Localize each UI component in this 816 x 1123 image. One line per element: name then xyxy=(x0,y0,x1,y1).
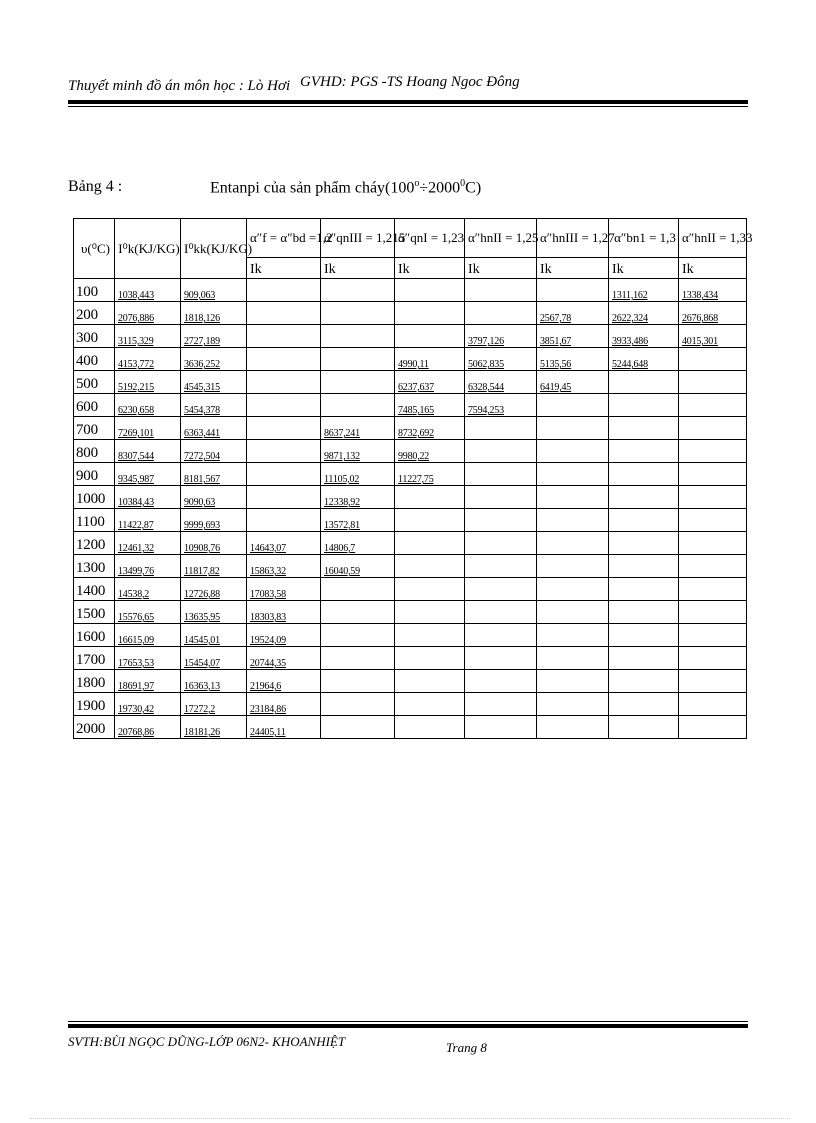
header-alpha-f: α″f = α″bd =1,2 xyxy=(247,219,321,258)
value-cell: 10908,76 xyxy=(181,532,247,555)
value-cell: 7269,101 xyxy=(115,417,181,440)
table-header-row xyxy=(74,219,747,258)
value-cell: 2676,868 xyxy=(679,302,747,325)
student-info: SVTH:BÙI NGỌC DŨNG-LỚP 06N2- KHOANHIỆT xyxy=(68,1034,346,1049)
subheader-ik: Ik xyxy=(321,258,395,279)
value-cell: 8181,567 xyxy=(181,463,247,486)
subheader-ik: Ik xyxy=(609,258,679,279)
value-cell: 21964,6 xyxy=(247,670,321,693)
value-cell xyxy=(537,394,609,417)
value-cell xyxy=(537,601,609,624)
value-cell: 3636,252 xyxy=(181,348,247,371)
value-cell xyxy=(465,716,537,739)
value-cell: 5135,56 xyxy=(537,348,609,371)
value-cell xyxy=(609,371,679,394)
value-cell: 14806,7 xyxy=(321,532,395,555)
footer-rule-thin xyxy=(68,1021,748,1022)
value-cell: 2567,78 xyxy=(537,302,609,325)
value-cell xyxy=(465,302,537,325)
value-cell xyxy=(395,325,465,348)
subheader-ik: Ik xyxy=(247,258,321,279)
value-cell xyxy=(679,348,747,371)
value-cell xyxy=(321,578,395,601)
temperature-cell: 100 xyxy=(74,279,115,302)
value-cell xyxy=(609,716,679,739)
temperature-cell: 1900 xyxy=(74,693,115,716)
value-cell xyxy=(395,532,465,555)
value-cell xyxy=(609,555,679,578)
temperature-cell: 500 xyxy=(74,371,115,394)
table-row xyxy=(74,486,747,509)
value-cell: 11105,02 xyxy=(321,463,395,486)
value-cell xyxy=(537,532,609,555)
table-row xyxy=(74,463,747,486)
temperature-cell: 900 xyxy=(74,463,115,486)
value-cell xyxy=(609,440,679,463)
value-cell: 5454,378 xyxy=(181,394,247,417)
value-cell xyxy=(247,394,321,417)
enthalpy-table xyxy=(73,218,753,739)
table-row xyxy=(74,578,747,601)
header-alpha-last: α″hnII = 1,33 xyxy=(679,219,747,258)
value-cell: 4545,315 xyxy=(181,371,247,394)
value-cell xyxy=(247,279,321,302)
value-cell: 14643,07 xyxy=(247,532,321,555)
table-row xyxy=(74,532,747,555)
temperature-cell: 1000 xyxy=(74,486,115,509)
value-cell xyxy=(609,647,679,670)
value-cell xyxy=(465,486,537,509)
value-cell xyxy=(679,440,747,463)
table-row xyxy=(74,716,747,739)
header-alpha-hnIII: α″hnIII = 1,27 xyxy=(537,219,609,258)
value-cell xyxy=(395,555,465,578)
value-cell xyxy=(395,693,465,716)
value-cell xyxy=(609,578,679,601)
value-cell xyxy=(395,601,465,624)
value-cell: 1311,162 xyxy=(609,279,679,302)
value-cell xyxy=(537,486,609,509)
value-cell xyxy=(609,532,679,555)
value-cell: 13499,76 xyxy=(115,555,181,578)
table-row xyxy=(74,440,747,463)
value-cell xyxy=(395,716,465,739)
value-cell: 3933,486 xyxy=(609,325,679,348)
value-cell: 24405,11 xyxy=(247,716,321,739)
value-cell: 11422,87 xyxy=(115,509,181,532)
value-cell: 7272,504 xyxy=(181,440,247,463)
value-cell xyxy=(537,463,609,486)
value-cell xyxy=(465,647,537,670)
value-cell xyxy=(321,394,395,417)
value-cell: 13635,95 xyxy=(181,601,247,624)
value-cell: 8307,544 xyxy=(115,440,181,463)
value-cell xyxy=(679,670,747,693)
value-cell xyxy=(465,578,537,601)
value-cell: 23184,86 xyxy=(247,693,321,716)
value-cell: 6230,658 xyxy=(115,394,181,417)
value-cell xyxy=(465,532,537,555)
value-cell: 14545,01 xyxy=(181,624,247,647)
value-cell: 18181,26 xyxy=(181,716,247,739)
table-row xyxy=(74,624,747,647)
value-cell xyxy=(609,463,679,486)
value-cell: 6419,45 xyxy=(537,371,609,394)
value-cell xyxy=(609,486,679,509)
value-cell xyxy=(537,417,609,440)
value-cell xyxy=(609,670,679,693)
value-cell: 11817,82 xyxy=(181,555,247,578)
value-cell xyxy=(609,601,679,624)
value-cell xyxy=(395,486,465,509)
value-cell: 18303,83 xyxy=(247,601,321,624)
value-cell: 15454,07 xyxy=(181,647,247,670)
value-cell: 17653,53 xyxy=(115,647,181,670)
value-cell xyxy=(247,417,321,440)
table-number: Bảng 4 : xyxy=(68,178,123,195)
header-alpha-qnIII: α″qnIII = 1,215 xyxy=(321,219,395,258)
value-cell: 7594,253 xyxy=(465,394,537,417)
header-ik0: I⁰k(KJ/KG) xyxy=(115,219,181,279)
temperature-cell: 200 xyxy=(74,302,115,325)
table-row xyxy=(74,279,747,302)
value-cell xyxy=(465,463,537,486)
value-cell: 20744,35 xyxy=(247,647,321,670)
value-cell xyxy=(679,463,747,486)
temperature-cell: 800 xyxy=(74,440,115,463)
temperature-cell: 1200 xyxy=(74,532,115,555)
temperature-cell: 1800 xyxy=(74,670,115,693)
value-cell xyxy=(609,417,679,440)
subheader-ik: Ik xyxy=(537,258,609,279)
temperature-cell: 300 xyxy=(74,325,115,348)
value-cell xyxy=(537,440,609,463)
value-cell: 19730,42 xyxy=(115,693,181,716)
table-row xyxy=(74,394,747,417)
value-cell xyxy=(247,325,321,348)
value-cell: 2076,886 xyxy=(115,302,181,325)
value-cell xyxy=(321,647,395,670)
value-cell xyxy=(465,555,537,578)
value-cell xyxy=(679,417,747,440)
value-cell xyxy=(321,716,395,739)
value-cell xyxy=(537,578,609,601)
page-edge xyxy=(30,1118,790,1119)
value-cell xyxy=(321,624,395,647)
temperature-cell: 2000 xyxy=(74,716,115,739)
value-cell: 909,063 xyxy=(181,279,247,302)
advisor-name: GVHD: PGS -TS Hoang Ngoc Đông xyxy=(300,74,520,90)
page-number: Trang 8 xyxy=(446,1040,487,1055)
table-row xyxy=(74,417,747,440)
value-cell: 6237,637 xyxy=(395,371,465,394)
value-cell: 8732,692 xyxy=(395,417,465,440)
value-cell: 6363,441 xyxy=(181,417,247,440)
temperature-cell: 1100 xyxy=(74,509,115,532)
value-cell: 15576,65 xyxy=(115,601,181,624)
header-ikk0: I⁰kk(KJ/KG) xyxy=(181,219,247,279)
value-cell: 16615,09 xyxy=(115,624,181,647)
value-cell xyxy=(609,509,679,532)
value-cell xyxy=(321,670,395,693)
value-cell xyxy=(679,555,747,578)
value-cell xyxy=(247,486,321,509)
value-cell: 10384,43 xyxy=(115,486,181,509)
table-row xyxy=(74,693,747,716)
value-cell: 1818,126 xyxy=(181,302,247,325)
value-cell: 9980,22 xyxy=(395,440,465,463)
value-cell xyxy=(679,578,747,601)
value-cell xyxy=(679,394,747,417)
value-cell xyxy=(465,417,537,440)
value-cell: 12338,92 xyxy=(321,486,395,509)
value-cell: 17272,2 xyxy=(181,693,247,716)
value-cell: 3851,67 xyxy=(537,325,609,348)
value-cell xyxy=(247,463,321,486)
value-cell: 2622,324 xyxy=(609,302,679,325)
value-cell: 2727,189 xyxy=(181,325,247,348)
value-cell xyxy=(247,440,321,463)
page-header xyxy=(68,74,748,100)
value-cell: 3115,329 xyxy=(115,325,181,348)
value-cell xyxy=(537,647,609,670)
footer-rule-thick xyxy=(68,1024,748,1028)
value-cell: 3797,126 xyxy=(465,325,537,348)
value-cell xyxy=(465,624,537,647)
value-cell xyxy=(679,624,747,647)
value-cell xyxy=(465,693,537,716)
header-rule-thick xyxy=(68,100,748,104)
value-cell xyxy=(247,348,321,371)
value-cell xyxy=(679,601,747,624)
table-title: Entanpi của sản phẩm $cháy(100^o\div 2000^0C)$ xyxy=(210,178,482,197)
value-cell: 19524,09 xyxy=(247,624,321,647)
table-row xyxy=(74,325,747,348)
value-cell: 8637,241 xyxy=(321,417,395,440)
value-cell xyxy=(609,624,679,647)
value-cell xyxy=(395,279,465,302)
value-cell: 18691,97 xyxy=(115,670,181,693)
value-cell: 9871,132 xyxy=(321,440,395,463)
subheader-ik: Ik xyxy=(395,258,465,279)
temperature-cell: 1700 xyxy=(74,647,115,670)
value-cell xyxy=(395,509,465,532)
value-cell: 7485,165 xyxy=(395,394,465,417)
table-row xyxy=(74,371,747,394)
value-cell: 13572,81 xyxy=(321,509,395,532)
value-cell: 5244,648 xyxy=(609,348,679,371)
value-cell xyxy=(679,371,747,394)
value-cell xyxy=(465,601,537,624)
value-cell xyxy=(247,302,321,325)
value-cell: 1038,443 xyxy=(115,279,181,302)
value-cell: 1338,434 xyxy=(679,279,747,302)
value-cell: 5192,215 xyxy=(115,371,181,394)
value-cell: 12461,32 xyxy=(115,532,181,555)
table-row xyxy=(74,555,747,578)
value-cell: 4015,301 xyxy=(679,325,747,348)
value-cell: 4153,772 xyxy=(115,348,181,371)
subheader-ik: Ik xyxy=(679,258,747,279)
value-cell xyxy=(679,716,747,739)
value-cell xyxy=(395,302,465,325)
subheader-ik: Ik xyxy=(465,258,537,279)
temperature-cell: 1600 xyxy=(74,624,115,647)
temperature-cell: 700 xyxy=(74,417,115,440)
header-alpha-hnII: α″hnII = 1,25 xyxy=(465,219,537,258)
value-cell xyxy=(321,348,395,371)
value-cell: 16363,13 xyxy=(181,670,247,693)
value-cell xyxy=(321,279,395,302)
table-body xyxy=(74,279,747,739)
value-cell: 4990,11 xyxy=(395,348,465,371)
value-cell: 17083,58 xyxy=(247,578,321,601)
value-cell xyxy=(537,279,609,302)
value-cell xyxy=(679,509,747,532)
value-cell: 5062,835 xyxy=(465,348,537,371)
value-cell xyxy=(321,302,395,325)
value-cell xyxy=(321,601,395,624)
value-cell xyxy=(465,279,537,302)
temperature-cell: 400 xyxy=(74,348,115,371)
value-cell xyxy=(537,555,609,578)
course-title: Thuyết minh đồ án môn học : Lò Hơi xyxy=(68,78,291,94)
value-cell xyxy=(395,647,465,670)
value-cell: 11227,75 xyxy=(395,463,465,486)
value-cell: 12726,88 xyxy=(181,578,247,601)
value-cell xyxy=(321,325,395,348)
temperature-cell: 1400 xyxy=(74,578,115,601)
value-cell: 9345,987 xyxy=(115,463,181,486)
value-cell xyxy=(395,670,465,693)
value-cell xyxy=(465,440,537,463)
temperature-cell: 1300 xyxy=(74,555,115,578)
value-cell xyxy=(609,693,679,716)
value-cell xyxy=(537,509,609,532)
value-cell xyxy=(537,716,609,739)
value-cell xyxy=(395,578,465,601)
value-cell xyxy=(537,624,609,647)
table-row xyxy=(74,670,747,693)
header-rule-thin xyxy=(68,106,748,107)
value-cell: 9090,63 xyxy=(181,486,247,509)
value-cell xyxy=(679,693,747,716)
value-cell xyxy=(247,371,321,394)
table-row xyxy=(74,302,747,325)
table-row xyxy=(74,509,747,532)
value-cell: 16040,59 xyxy=(321,555,395,578)
value-cell xyxy=(537,670,609,693)
value-cell xyxy=(679,532,747,555)
value-cell xyxy=(321,693,395,716)
header-alpha-qnI: α″qnI = 1,23 xyxy=(395,219,465,258)
value-cell: 15863,32 xyxy=(247,555,321,578)
value-cell xyxy=(679,486,747,509)
temperature-cell: 1500 xyxy=(74,601,115,624)
value-cell xyxy=(465,670,537,693)
header-alpha-bn1: α″bn1 = 1,3 xyxy=(609,219,679,258)
value-cell: 6328,544 xyxy=(465,371,537,394)
value-cell: 20768,86 xyxy=(115,716,181,739)
value-cell xyxy=(537,693,609,716)
value-cell xyxy=(679,647,747,670)
value-cell xyxy=(321,371,395,394)
table-row xyxy=(74,348,747,371)
value-cell: 14538,2 xyxy=(115,578,181,601)
value-cell xyxy=(465,509,537,532)
value-cell xyxy=(395,624,465,647)
temperature-cell: 600 xyxy=(74,394,115,417)
table-row xyxy=(74,647,747,670)
table-row xyxy=(74,601,747,624)
value-cell xyxy=(609,394,679,417)
value-cell xyxy=(247,509,321,532)
value-cell: 9999,693 xyxy=(181,509,247,532)
header-temperature: υ(⁰C) xyxy=(74,219,115,279)
